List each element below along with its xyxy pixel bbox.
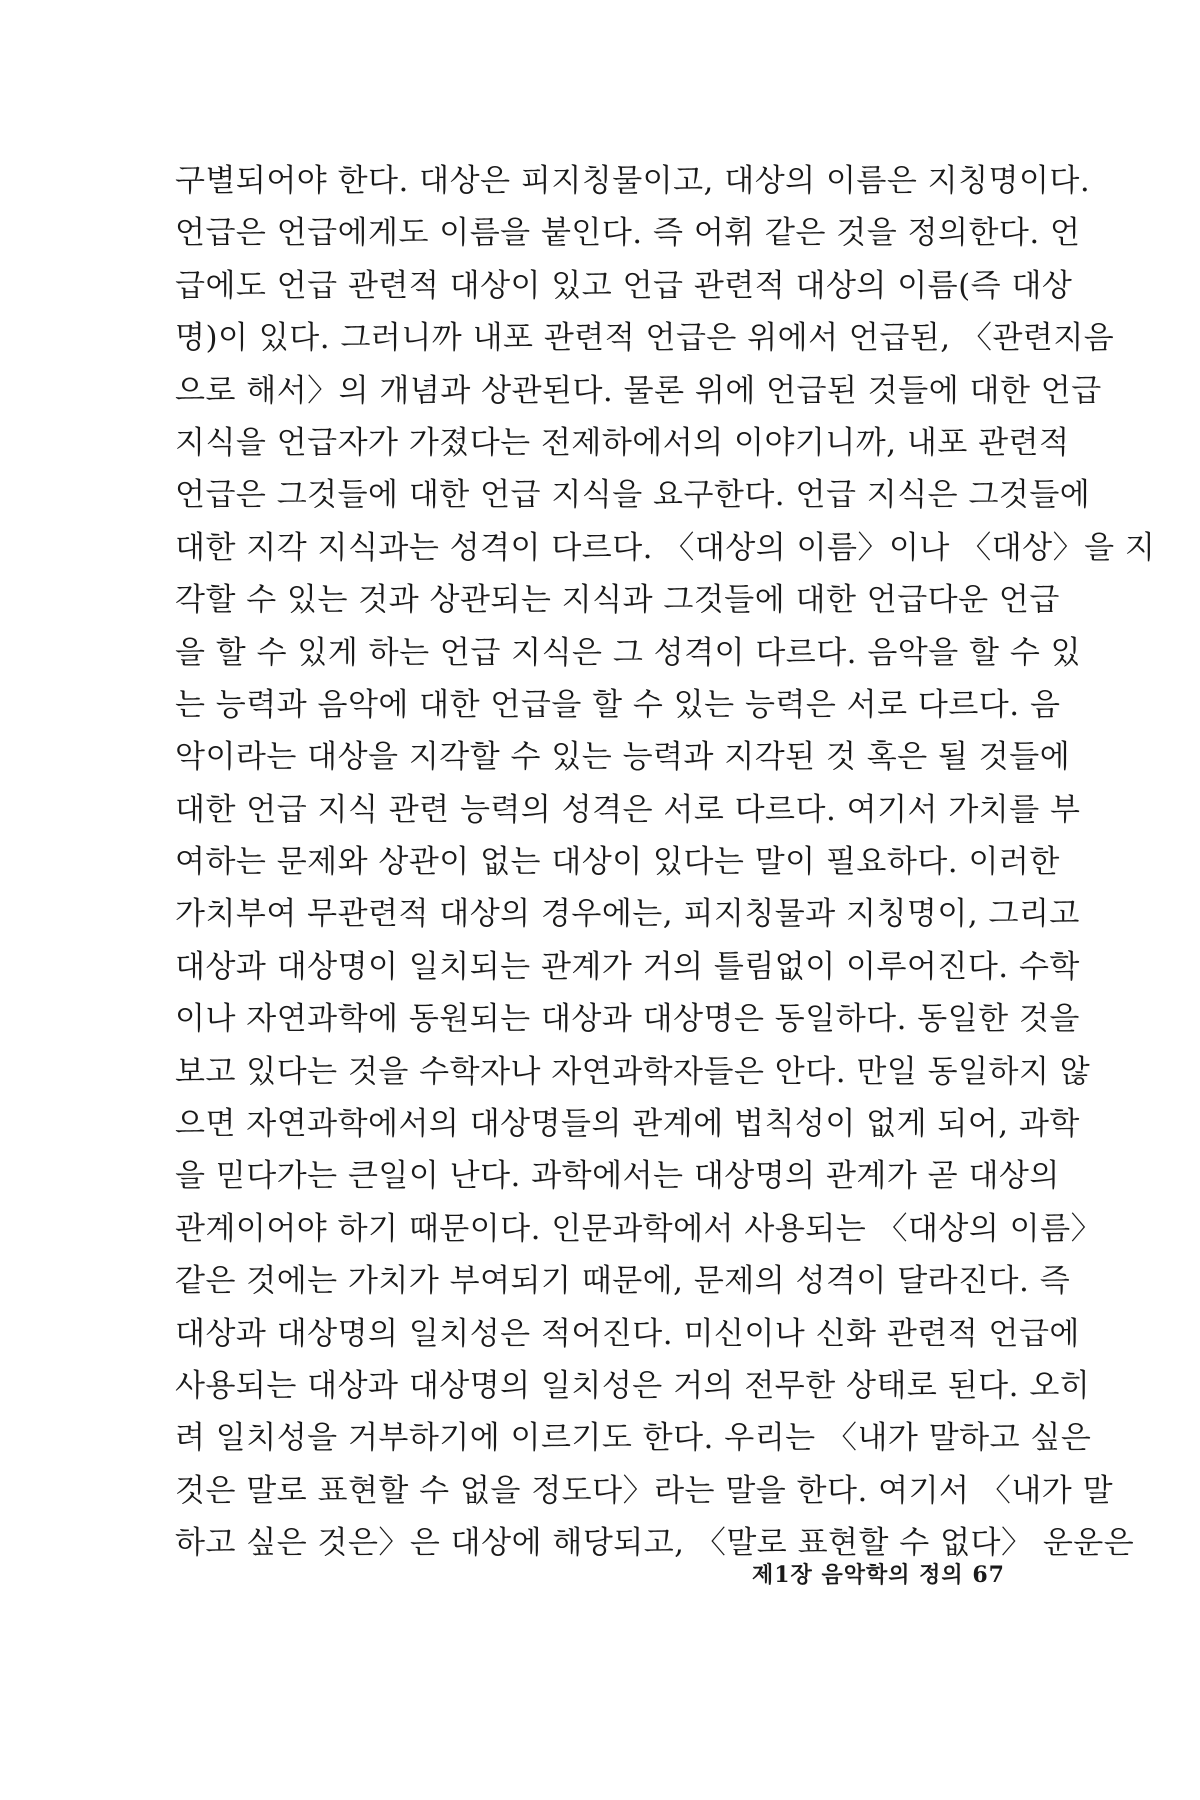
text-line: 것은 말로 표현할 수 없을 정도다〉라는 말을 한다. 여기서 〈내가 말: [175, 1472, 1114, 1509]
text-line: 대한 지각 지식과는 성격이 다르다. 〈대상의 이름〉이나 〈대상〉을 지: [175, 529, 1156, 566]
text-line: 가치부여 무관련적 대상의 경우에는, 피지칭물과 지칭명이, 그리고: [175, 896, 1080, 933]
text-line: 구별되어야 한다. 대상은 피지칭물이고, 대상의 이름은 지칭명이다.: [175, 163, 1091, 199]
text-line: 사용되는 대상과 대상명의 일치성은 거의 전무한 상태로 된다. 오히: [175, 1367, 1091, 1404]
text-line: 하고 싶은 것은〉은 대상에 해당되고, 〈말로 표현할 수 없다〉 운운은: [175, 1525, 1135, 1562]
body-text: [175, 155, 1156, 1570]
text-line: 는 능력과 음악에 대한 언급을 할 수 있는 능력은 서로 다르다. 음: [175, 686, 1061, 723]
text-line: 명)이 있다. 그러니까 내포 관련적 언급은 위에서 언급된, 〈관련지음: [175, 320, 1115, 357]
text-line: 여하는 문제와 상관이 없는 대상이 있다는 말이 필요하다. 이러한: [175, 844, 1060, 881]
page-footer: [752, 1558, 1005, 1589]
text-line: 대상과 대상명이 일치되는 관계가 거의 틀림없이 이루어진다. 수학: [175, 948, 1080, 985]
text-line: 같은 것에는 가치가 부여되기 때문에, 문제의 성격이 달라진다. 즉: [175, 1263, 1071, 1300]
text-line: 지식을 언급자가 가졌다는 전제하에서의 이야기니까, 내포 관련적: [175, 424, 1070, 461]
text-line: 으로 해서〉의 개념과 상관된다. 물론 위에 언급된 것들에 대한 언급: [175, 372, 1102, 409]
text-line: 으면 자연과학에서의 대상명들의 관계에 법칙성이 없게 되어, 과학: [175, 1106, 1080, 1143]
text-line: 보고 있다는 것을 수학자나 자연과학자들은 안다. 만일 동일하지 않: [175, 1053, 1091, 1090]
text-line: 대한 언급 지식 관련 능력의 성격은 서로 다르다. 여기서 가치를 부: [175, 791, 1081, 828]
text-line: 악이라는 대상을 지각할 수 있는 능력과 지각된 것 혹은 될 것들에: [175, 739, 1071, 776]
text-line: 려 일치성을 거부하기에 이르기도 한다. 우리는 〈내가 말하고 싶은: [175, 1420, 1092, 1457]
text-line: 언급은 언급에게도 이름을 붙인다. 즉 어휘 같은 것을 정의한다. 언: [175, 215, 1081, 252]
text-line: 을 믿다가는 큰일이 난다. 과학에서는 대상명의 관계가 곧 대상의: [175, 1158, 1060, 1195]
text-line: 각할 수 있는 것과 상관되는 지식과 그것들에 대한 언급다운 언급: [175, 582, 1060, 619]
chapter-title: 제1장 음악학의 정의: [752, 1562, 964, 1588]
text-line: 이나 자연과학에 동원되는 대상과 대상명은 동일하다. 동일한 것을: [175, 1001, 1080, 1038]
page-number: 67: [972, 1562, 1005, 1588]
text-line: 언급은 그것들에 대한 언급 지식을 요구한다. 언급 지식은 그것들에: [175, 477, 1091, 514]
text-line: 관계이어야 하기 때문이다. 인문과학에서 사용되는 〈대상의 이름〉: [175, 1210, 1103, 1247]
text-line: 대상과 대상명의 일치성은 적어진다. 미신이나 신화 관련적 언급에: [175, 1315, 1080, 1352]
text-line: 을 할 수 있게 하는 언급 지식은 그 성격이 다르다. 음악을 할 수 있: [175, 634, 1082, 671]
text-line: 급에도 언급 관련적 대상이 있고 언급 관련적 대상의 이름(즉 대상: [175, 267, 1073, 304]
